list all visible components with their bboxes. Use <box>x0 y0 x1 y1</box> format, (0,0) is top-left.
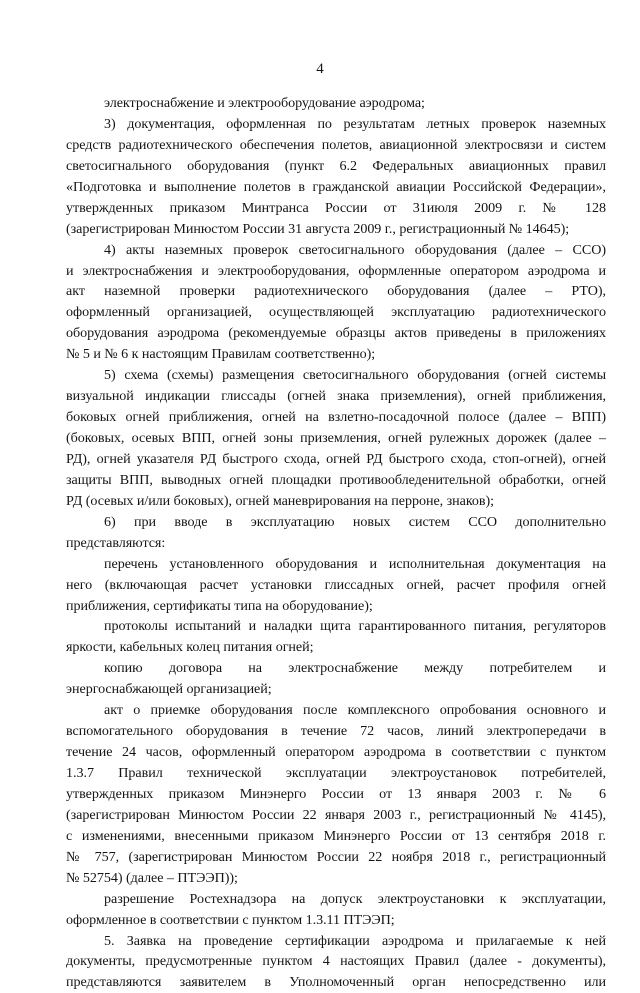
text-line: 6) при вводе в эксплуатацию новых систем ССО дополнительно <box>104 513 606 530</box>
text-line: протоколы испытаний и наладки щита гарантированного питания, регуляторов <box>104 618 606 635</box>
text-line: вспомогательного оборудования в течение 72 часов, линий электропередачи в <box>66 723 606 740</box>
text-line: средств радиотехнического обеспечения полетов, авиационной электросвязи и систем <box>66 136 606 153</box>
text-line: № 757, (зарегистрирован Минюстом России 22 ноября 2018 г., регистрационный <box>66 848 606 865</box>
text-line: перечень установленного оборудования и исполнительная документация на <box>104 555 606 572</box>
text-line: (зарегистрирован Минюстом России 22 января 2003 г., регистрационный № 4145), <box>66 806 606 823</box>
text-line: оборудования аэродрома (рекомендуемые образцы актов приведены в приложениях <box>66 325 606 342</box>
text-line: № 5 и № 6 к настоящим Правилам соответственно); <box>66 346 376 363</box>
text-line: течение 24 часов, оформленный оператором аэродрома в соответствии с пунктом <box>66 744 606 761</box>
text-line: (зарегистрирован Минюстом России 31 августа 2009 г., регистрационный № 14645); <box>66 220 570 237</box>
text-line: него (включающая расчет установки глиссадных огней, расчет профиля огней <box>66 576 606 593</box>
text-line: (боковых, осевых ВПП, огней зоны приземления, огней рулежных дорожек (далее – <box>66 430 606 446</box>
text-line: РД), огней указателя РД быстрого схода, огней РД быстрого схода, стоп-огней), огней <box>66 450 606 467</box>
text-line: визуальной индикации глиссады (огней знака приземления), огней приближения, <box>66 388 606 405</box>
text-line: электроснабжение и электрооборудование аэродрома; <box>104 95 425 111</box>
text-line: и электроснабжения и электрооборудования, оформленные оператором аэродрома и <box>66 262 606 279</box>
text-line: копию договора на электроснабжение между потребителем и <box>104 660 606 677</box>
text-line: приближения, сертификаты типа на оборудование); <box>66 597 373 614</box>
text-line: 4) акты наземных проверок светосигнального оборудования (далее – ССО) <box>104 241 606 258</box>
text-line: энергоснабжающей организацией; <box>66 681 272 698</box>
text-line: 3) документация, оформленная по результатам летных проверок наземных <box>104 115 606 132</box>
text-line: разрешение Ростехнадзора на допуск электроустановки к эксплуатации, <box>104 890 606 907</box>
text-line: боковых огней приближения, огней на взлетно-посадочной полосе (далее – ВПП) <box>66 409 606 426</box>
text-line: утвержденных приказом Минтранса России от 31июля 2009 г. № 128 <box>66 199 606 216</box>
text-line: оформленное в соответствии с пунктом 1.3.11 ПТЭЭП; <box>66 911 395 928</box>
text-line: 5. Заявка на проведение сертификации аэродрома и прилагаемые к ней <box>104 932 606 949</box>
text-line: утвержденных приказом Минэнерго России от 13 января 2003 г. № 6 <box>66 785 606 802</box>
text-line: 1.3.7 Правил технической эксплуатации электроустановок потребителей, <box>66 765 606 781</box>
text-line: 5) схема (схемы) размещения светосигнального оборудования (огней системы <box>104 367 606 384</box>
text-line: документы, предусмотренные пунктом 4 настоящих Правил (далее - документы), <box>66 953 606 970</box>
text-line: представляются: <box>66 534 166 551</box>
text-line: акт о приемке оборудования после комплексного опробования основного и <box>104 702 606 719</box>
text-line: оформленный организацией, осуществляющей эксплуатацию радиотехнического <box>66 304 606 321</box>
text-line: акт наземной проверки радиотехнического оборудования (далее – РТО), <box>66 283 606 300</box>
page-number: 4 <box>316 61 324 77</box>
text-line: светосигнального оборудования (пункт 6.2 Федеральных авиационных правил <box>66 157 606 174</box>
text-line: с изменениями, внесенными приказом Минэнерго России от 13 сентября 2018 г. <box>66 827 606 844</box>
text-line: «Подготовка и выполнение полетов в гражданской авиации Российской Федерации», <box>66 178 606 195</box>
text-line: № 52754) (далее – ПТЭЭП)); <box>66 869 238 886</box>
text-line: представляются заявителем в Уполномоченный орган непосредственно или <box>66 974 606 991</box>
body-text <box>66 93 606 993</box>
text-line: защиты ВПП, выводных огней площадки противообледенительной обработки, огней <box>66 471 606 488</box>
text-line: РД (осевых и/или боковых), огней маневрирования на перроне, знаков); <box>66 492 495 509</box>
text-line: яркости, кабельных колец питания огней; <box>66 639 314 656</box>
